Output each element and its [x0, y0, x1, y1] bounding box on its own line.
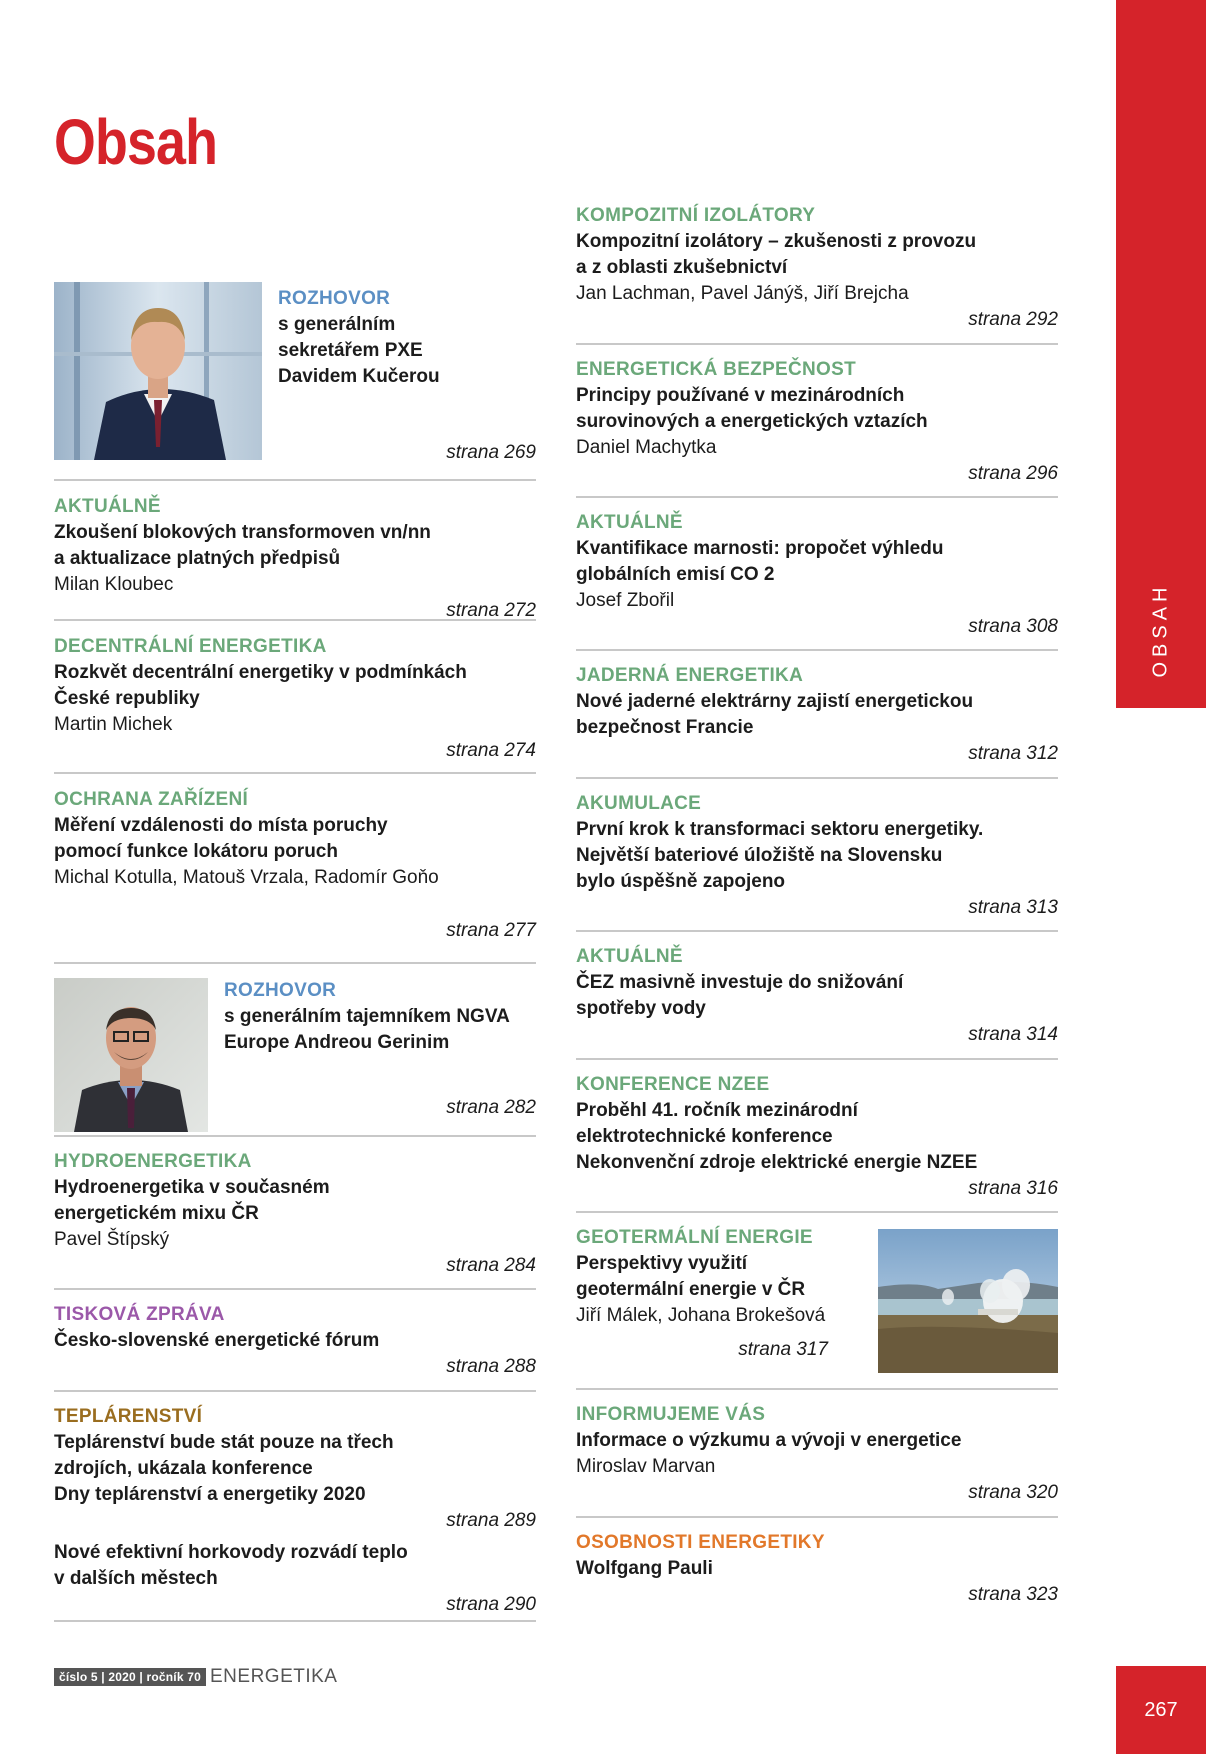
portrait-photo-gerini	[54, 978, 208, 1132]
entry-page: strana 269	[446, 442, 536, 463]
entry-authors: Jiří Málek, Johana Brokešová	[576, 1305, 826, 1326]
entry-title-line: Perspektivy využití	[576, 1253, 748, 1274]
entry-title-line: Nové jaderné elektrárny zajistí energetickou	[576, 691, 974, 712]
toc-entry[interactable]	[576, 203, 1058, 345]
entry-title-line: Teplárenství bude stát pouze na třech	[54, 1432, 394, 1453]
toc-entry[interactable]	[576, 1518, 1058, 1618]
entry-title-line: s generálním tajemníkem NGVA	[224, 1006, 510, 1027]
entry-category: GEOTERMÁLNÍ ENERGIE	[576, 1227, 813, 1248]
entry-authors: Jan Lachman, Pavel Jánýš, Jiří Brejcha	[576, 283, 909, 304]
side-tab	[1116, 0, 1206, 708]
entry-title-line: První krok k transformaci sektoru energetiky.	[576, 819, 984, 840]
entry-title-line: Informace o výzkumu a vývoji v energetice	[576, 1430, 962, 1451]
entry-title-line: Dny teplárenství a energetiky 2020	[54, 1484, 366, 1505]
entry-page: strana 282	[446, 1097, 536, 1118]
entry-category: DECENTRÁLNÍ ENERGETIKA	[54, 636, 327, 657]
entry-page: strana 288	[446, 1356, 536, 1377]
entry-title-line: Největší bateriové úložiště na Slovensku	[576, 845, 943, 866]
entry-category: TEPLÁRENSTVÍ	[54, 1406, 203, 1427]
entry-title-line: Kvantifikace marnosti: propočet výhledu	[576, 538, 944, 559]
entry-page: strana 284	[446, 1255, 536, 1276]
entry-category: AKUMULACE	[576, 793, 702, 814]
toc-entry[interactable]	[576, 1060, 1058, 1213]
entry-category: INFORMUJEME VÁS	[576, 1404, 766, 1425]
toc-entry[interactable]	[576, 1390, 1058, 1518]
entry-title-line: sekretářem PXE	[278, 340, 423, 361]
entry-title-line: Davidem Kučerou	[278, 366, 440, 387]
entry-category: JADERNÁ ENERGETIKA	[576, 665, 804, 686]
toc-entry[interactable]	[576, 651, 1058, 779]
entry-title-line: Nekonvenční zdroje elektrické energie NZEE	[576, 1152, 978, 1173]
entry-page: strana 316	[968, 1178, 1058, 1199]
entry-category: KONFERENCE NZEE	[576, 1074, 770, 1095]
entry-title-line: Česko-slovenské energetické fórum	[54, 1330, 380, 1351]
entry-category: HYDROENERGETIKA	[54, 1151, 252, 1172]
entry-title-line: a aktualizace platných předpisů	[54, 548, 341, 569]
left-column	[54, 282, 536, 1622]
geothermal-landscape-photo	[878, 1229, 1058, 1373]
toc-entry[interactable]	[54, 282, 536, 481]
side-label: OBSAH	[1149, 582, 1172, 678]
entry-title-line: v dalších městech	[54, 1568, 218, 1589]
entry-category: OSOBNOSTI ENERGETIKY	[576, 1532, 825, 1553]
entry-authors: Pavel Štípský	[54, 1229, 170, 1250]
right-column	[576, 203, 1058, 1618]
entry-category: ENERGETICKÁ BEZPEČNOST	[576, 359, 857, 380]
issue-badge: číslo 5 | 2020 | ročník 70	[54, 1668, 206, 1686]
entry-title-line: Hydroenergetika v současném	[54, 1177, 330, 1198]
entry-title-line: pomocí funkce lokátoru poruch	[54, 841, 338, 862]
entry-title-line: ČEZ masivně investuje do snižování	[576, 972, 904, 993]
entry-title-line: Proběhl 41. ročník mezinárodní	[576, 1100, 858, 1121]
entry-authors: Martin Michek	[54, 714, 173, 735]
entry-title-line: surovinových a energetických vztazích	[576, 411, 928, 432]
entry-page: strana 314	[968, 1024, 1058, 1045]
entry-title-line: zdrojích, ukázala konference	[54, 1458, 313, 1479]
toc-entry[interactable]	[54, 1392, 536, 1622]
toc-entry[interactable]	[54, 621, 536, 774]
entry-title-line: energetickém mixu ČR	[54, 1203, 259, 1224]
entry-category: TISKOVÁ ZPRÁVA	[54, 1304, 225, 1325]
entry-authors: Milan Kloubec	[54, 574, 174, 595]
entry-authors: Josef Zbořil	[576, 590, 675, 611]
entry-page: strana 277	[446, 920, 536, 941]
entry-title-line: globálních emisí CO 2	[576, 564, 775, 585]
entry-page: strana 313	[968, 897, 1058, 918]
entry-authors: Miroslav Marvan	[576, 1456, 716, 1477]
entry-category: AKTUÁLNĚ	[54, 496, 161, 517]
magazine-logo: ENERGETIKA	[210, 1666, 338, 1687]
toc-entry[interactable]	[576, 345, 1058, 498]
entry-title-line: bezpečnost Francie	[576, 717, 754, 738]
toc-entry[interactable]	[576, 498, 1058, 651]
entry-page: strana 323	[968, 1584, 1058, 1605]
entry-title-line: s generálním	[278, 314, 396, 335]
entry-category: KOMPOZITNÍ IZOLÁTORY	[576, 205, 816, 226]
entry-authors: Daniel Machytka	[576, 437, 717, 458]
entry-title-line: spotřeby vody	[576, 998, 706, 1019]
entry-title-line: Nové efektivní horkovody rozvádí teplo	[54, 1542, 408, 1563]
entry-with-photo	[54, 282, 536, 460]
entry-title-line: České republiky	[54, 688, 200, 709]
entry-category: AKTUÁLNĚ	[576, 946, 683, 967]
entry-page: strana 317	[738, 1339, 828, 1360]
portrait-photo-kucera	[54, 282, 262, 460]
entry-category: ROZHOVOR	[278, 288, 391, 309]
entry-title-line: Rozkvět decentrální energetiky v podmínkách	[54, 662, 467, 683]
entry-page: strana 320	[968, 1482, 1058, 1503]
entry-title-line: Principy používané v mezinárodních	[576, 385, 905, 406]
entry-page: strana 308	[968, 616, 1058, 637]
toc-entry[interactable]	[54, 964, 536, 1137]
entry-page: strana 272	[446, 600, 536, 621]
footer	[54, 1666, 337, 1688]
entry-title-line: a z oblasti zkušebnictví	[576, 257, 788, 278]
entry-text	[278, 282, 536, 460]
entry-title-line: Wolfgang Pauli	[576, 1558, 713, 1579]
entry-category: ROZHOVOR	[224, 980, 337, 1001]
entry-authors: Michal Kotulla, Matouš Vrzala, Radomír Goňo	[54, 867, 439, 888]
toc-entry[interactable]	[54, 1137, 536, 1290]
entry-page: strana 290	[446, 1594, 536, 1615]
toc-entry[interactable]	[54, 774, 536, 964]
toc-entry[interactable]	[576, 779, 1058, 932]
toc-entry[interactable]	[576, 1213, 1058, 1390]
entry-category: OCHRANA ZAŘÍZENÍ	[54, 789, 249, 810]
page-number: 267	[1116, 1666, 1206, 1754]
entry-page: strana 292	[968, 309, 1058, 330]
entry-title-line: bylo úspěšně zapojeno	[576, 871, 786, 892]
entry-page: strana 289	[446, 1510, 536, 1531]
toc-entry[interactable]	[54, 481, 536, 621]
entry-page: strana 312	[968, 743, 1058, 764]
entry-title-line: Měření vzdálenosti do místa poruchy	[54, 815, 388, 836]
toc-entry[interactable]	[576, 932, 1058, 1060]
toc-entry[interactable]	[54, 1290, 536, 1392]
page-title: Obsah	[54, 106, 218, 178]
entry-title-line: elektrotechnické konference	[576, 1126, 833, 1147]
entry-title-line: Europe Andreou Gerinim	[224, 1032, 450, 1053]
entry-page: strana 274	[446, 740, 536, 761]
entry-title-line: Zkoušení blokových transformoven vn/nn	[54, 522, 431, 543]
entry-title-line: geotermální energie v ČR	[576, 1279, 806, 1300]
entry-page: strana 296	[968, 463, 1058, 484]
entry-category: AKTUÁLNĚ	[576, 512, 683, 533]
entry-title-line: Kompozitní izolátory – zkušenosti z provozu	[576, 231, 977, 252]
